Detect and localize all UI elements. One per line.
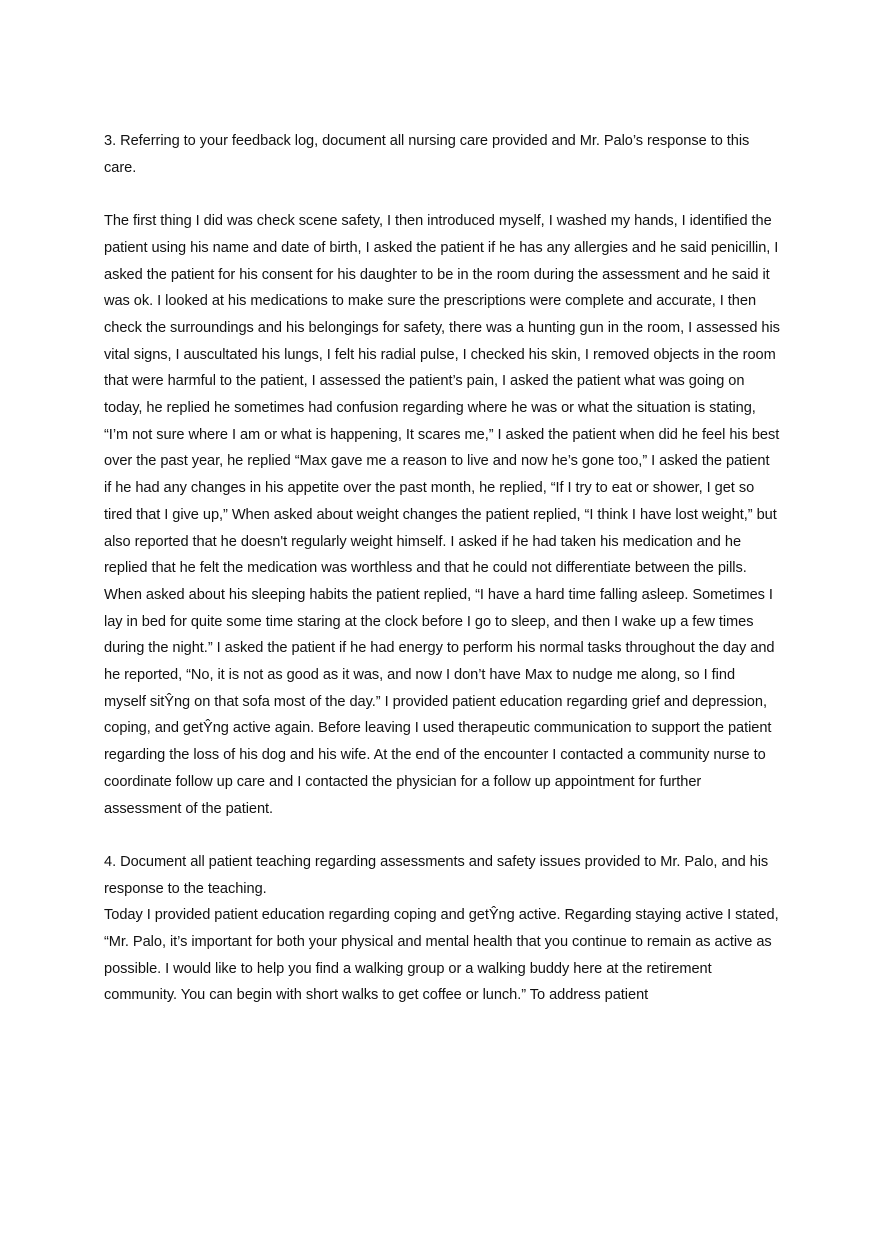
paragraph-spacer — [104, 822, 780, 849]
question-3-answer: The first thing I did was check scene safety, I then introduced myself, I washed my hands, I identified the patient using his name and date of birth, I asked the patient if he has any allergies and he said penicillin, I asked the patient for his consent for his daughter to be in the room during the assessment and he said it was ok. I looked at his medications to make sure the prescriptions were complete and accurate, I then check the surroundings and his belongings for safety, there was a hunting gun in the room, I assessed his vital signs, I auscultated his lungs, I felt his radial pulse, I checked his skin, I removed objects in the room that were harmful to the patient, I assessed the patient’s pain, I asked the patient what was going on today, he replied he sometimes had confusion regarding where he was or what the situation is stating, “I’m not sure where I am or what is happening, It scares me,” I asked the patient when did he feel his best over the past year, he replied “Max gave me a reason to live and now he’s gone too,” I asked the patient if he had any changes in his appetite over the past month, he replied, “If I try to eat or shower, I get so tired that I give up,” When asked about weight changes the patient replied, “I think I have lost weight,” but also reported that he doesn't regularly weight himself. I asked if he had taken his medication and he replied that he felt the medication was worthless and that he could not differentiate between the pills. When asked about his sleeping habits the patient replied, “I have a hard time falling asleep. Sometimes I lay in bed for quite some time staring at the clock before I go to sleep, and then I wake up a few times during the night.” I asked the patient if he had energy to perform his normal tasks throughout the day and he reported, “No, it is not as good as it was, and now I don’t have Max to nudge me along, so I find myself sitŶng on that sofa most of the day.” I provided patient education regarding grief and depression, coping, and getŶng active again. Before leaving I used therapeutic communication to support the patient regarding the loss of his dog and his wife. At the end of the encounter I contacted a community nurse to coordinate follow up care and I contacted the physician for a follow up appointment for further assessment of the patient. — [104, 213, 780, 817]
question-4-answer: Today I provided patient education regarding coping and getŶng active. Regarding staying active I stated, “Mr. Palo, it’s important for both your physical and mental health that you continue to remain as active as possible. I would like to help you find a walking group or a walking buddy here at the retirement community. You can begin with short walks to get coffee or lunch.” To address patient — [104, 907, 779, 1004]
paragraph-spacer — [104, 181, 780, 208]
question-4-heading: 4. Document all patient teaching regarding assessments and safety issues provided to Mr. Palo, and his response to the teaching. — [104, 853, 769, 897]
question-3-heading: 3. Referring to your feedback log, document all nursing care provided and Mr. Palo’s response to this care. — [104, 133, 750, 176]
document-body — [104, 128, 780, 1009]
